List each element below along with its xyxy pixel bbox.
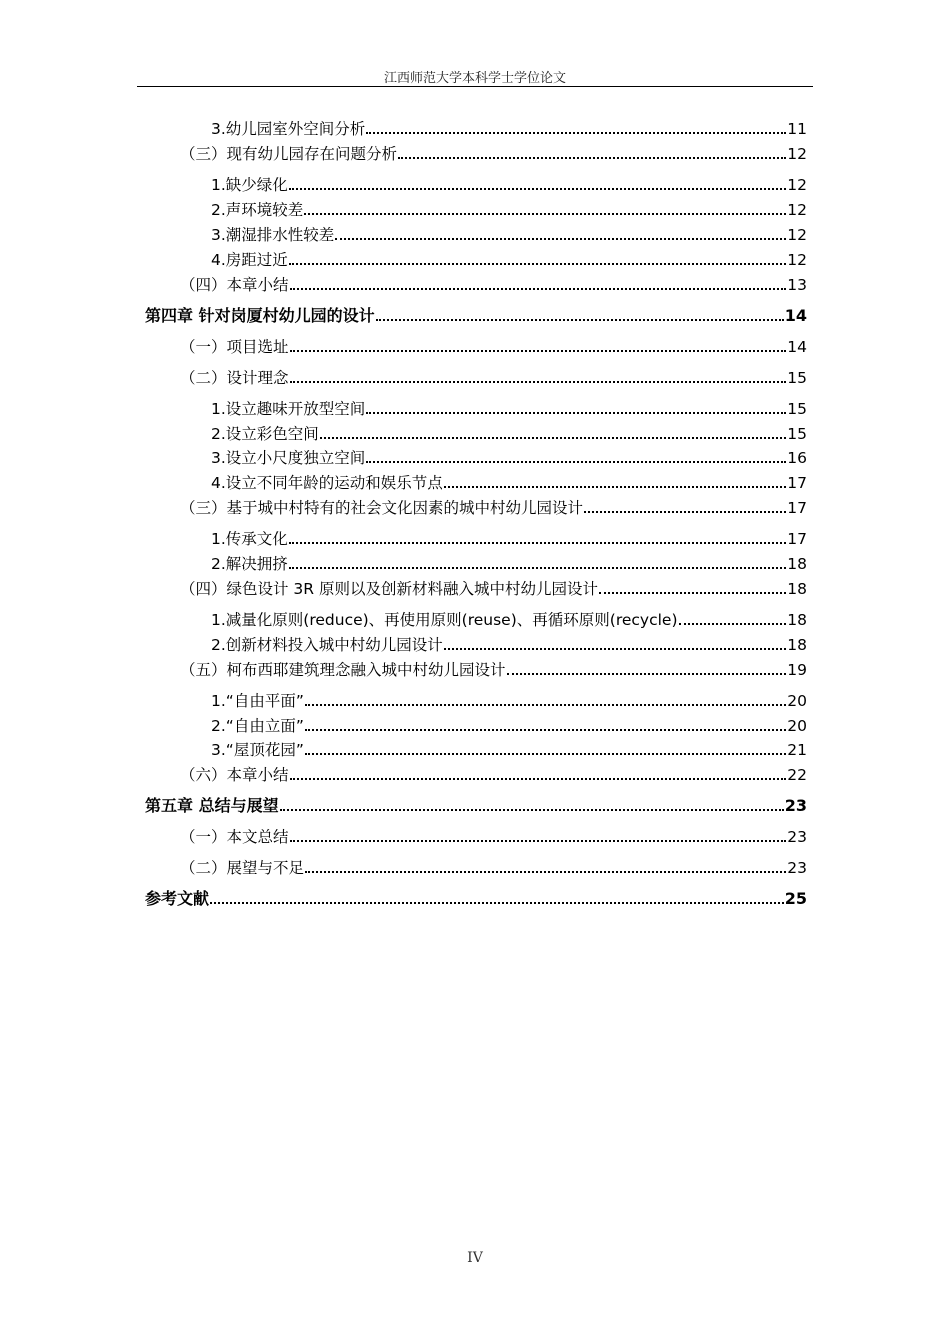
toc-entry-title: 2.声环境较差 bbox=[211, 201, 304, 219]
toc-dot-leader bbox=[305, 857, 786, 873]
toc-dot-leader bbox=[584, 497, 786, 513]
toc-entry-title: 3.幼儿园室外空间分析 bbox=[211, 120, 366, 138]
toc-page-number: 23 bbox=[787, 859, 807, 877]
toc-dot-leader bbox=[290, 826, 787, 842]
toc-page-number: 15 bbox=[787, 425, 807, 443]
toc-entry-title: （三）基于城中村特有的社会文化因素的城中村幼儿园设计 bbox=[180, 499, 584, 517]
toc-entry-title: （六）本章小结 bbox=[180, 766, 289, 784]
toc-dot-leader bbox=[290, 367, 787, 383]
toc-dot-leader bbox=[599, 578, 786, 594]
toc-entry-title: 1.设立趣味开放型空间 bbox=[211, 400, 366, 418]
toc-dot-leader bbox=[290, 336, 787, 352]
toc-chapter-entry[interactable] bbox=[145, 888, 807, 909]
toc-page-number: 14 bbox=[787, 338, 807, 356]
toc-subsection-entry[interactable] bbox=[211, 174, 807, 195]
toc-page-number: 20 bbox=[787, 717, 807, 735]
toc-page-number: 25 bbox=[784, 889, 807, 908]
toc-dot-leader bbox=[444, 634, 786, 650]
toc-dot-leader bbox=[304, 199, 786, 215]
toc-subsection-entry[interactable] bbox=[211, 715, 807, 736]
toc-dot-leader bbox=[376, 305, 784, 321]
toc-page-number: 22 bbox=[787, 766, 807, 784]
toc-dot-leader bbox=[366, 398, 786, 414]
toc-section-entry[interactable] bbox=[180, 367, 807, 388]
toc-page-number: 18 bbox=[787, 611, 807, 629]
toc-page-number: 12 bbox=[787, 251, 807, 269]
toc-page-number: 17 bbox=[787, 474, 807, 492]
toc-dot-leader bbox=[335, 224, 786, 240]
toc-entry-title: 4.设立不同年龄的运动和娱乐节点 bbox=[211, 474, 443, 492]
toc-entry-title: 2.创新材料投入城中村幼儿园设计 bbox=[211, 636, 443, 654]
toc-subsection-entry[interactable] bbox=[211, 528, 807, 549]
toc-dot-leader bbox=[305, 739, 786, 755]
toc-dot-leader bbox=[289, 528, 786, 544]
toc-dot-leader bbox=[366, 447, 786, 463]
toc-page-number: 15 bbox=[787, 400, 807, 418]
toc-page-number: 21 bbox=[787, 741, 807, 759]
toc-entry-title: 2.设立彩色空间 bbox=[211, 425, 319, 443]
toc-page-number: 23 bbox=[787, 828, 807, 846]
toc-entry-title: 2.解决拥挤 bbox=[211, 555, 288, 573]
toc-page-number: 11 bbox=[787, 120, 807, 138]
toc-entry-title: （四）绿色设计 3R 原则以及创新材料融入城中村幼儿园设计 bbox=[180, 580, 598, 598]
toc-entry-title: 2.“自由立面” bbox=[211, 717, 304, 735]
toc-dot-leader bbox=[507, 659, 787, 675]
toc-section-entry[interactable] bbox=[180, 659, 807, 680]
toc-subsection-entry[interactable] bbox=[211, 199, 807, 220]
toc-chapter-entry[interactable] bbox=[145, 795, 807, 816]
toc-section-entry[interactable] bbox=[180, 143, 807, 164]
toc-page-number: 12 bbox=[787, 176, 807, 194]
toc-section-entry[interactable] bbox=[180, 336, 807, 357]
toc-page-number: 12 bbox=[787, 201, 807, 219]
toc-section-entry[interactable] bbox=[180, 764, 807, 785]
toc-page-number: 20 bbox=[787, 692, 807, 710]
toc-dot-leader bbox=[210, 888, 784, 904]
toc-entry-title: （五）柯布西耶建筑理念融入城中村幼儿园设计 bbox=[180, 661, 506, 679]
toc-subsection-entry[interactable] bbox=[211, 118, 807, 139]
toc-section-entry[interactable] bbox=[180, 857, 807, 878]
toc-entry-title: 第四章 针对岗厦村幼儿园的设计 bbox=[145, 306, 375, 325]
toc-subsection-entry[interactable] bbox=[211, 472, 807, 493]
toc-dot-leader bbox=[289, 553, 786, 569]
toc-chapter-entry[interactable] bbox=[145, 305, 807, 326]
toc-dot-leader bbox=[289, 174, 786, 190]
toc-subsection-entry[interactable] bbox=[211, 224, 807, 245]
toc-dot-leader bbox=[290, 274, 787, 290]
toc-page-number: 17 bbox=[787, 530, 807, 548]
toc-page-number: 18 bbox=[787, 555, 807, 573]
toc-subsection-entry[interactable] bbox=[211, 690, 807, 711]
toc-entry-title: （二）设计理念 bbox=[180, 369, 289, 387]
toc-subsection-entry[interactable] bbox=[211, 634, 807, 655]
toc-entry-title: 第五章 总结与展望 bbox=[145, 796, 279, 815]
toc-subsection-entry[interactable] bbox=[211, 609, 807, 630]
toc-entry-title: 1.“自由平面” bbox=[211, 692, 304, 710]
toc-entry-title: （三）现有幼儿园存在问题分析 bbox=[180, 145, 398, 163]
toc-page-number: 23 bbox=[784, 796, 807, 815]
toc-dot-leader bbox=[289, 249, 786, 265]
toc-subsection-entry[interactable] bbox=[211, 398, 807, 419]
toc-entry-title: （一）项目选址 bbox=[180, 338, 289, 356]
toc-page-number: 15 bbox=[787, 369, 807, 387]
toc-dot-leader bbox=[679, 609, 787, 625]
toc-section-entry[interactable] bbox=[180, 826, 807, 847]
toc-subsection-entry[interactable] bbox=[211, 553, 807, 574]
toc-dot-leader bbox=[305, 690, 786, 706]
toc-entry-title: 1.传承文化 bbox=[211, 530, 288, 548]
toc-section-entry[interactable] bbox=[180, 497, 807, 518]
toc-entry-title: 3.潮湿排水性较差 bbox=[211, 226, 335, 244]
toc-entry-title: 1.缺少绿化 bbox=[211, 176, 288, 194]
toc-dot-leader bbox=[305, 715, 786, 731]
toc-page-number: 19 bbox=[787, 661, 807, 679]
page-number: IV bbox=[467, 1250, 483, 1266]
toc-entry-title: 参考文献 bbox=[145, 889, 210, 908]
toc-page-number: 13 bbox=[787, 276, 807, 294]
toc-entry-title: 3.“屋顶花园” bbox=[211, 741, 304, 759]
toc-page-number: 12 bbox=[787, 226, 807, 244]
toc-dot-leader bbox=[320, 423, 786, 439]
toc-entry-title: （四）本章小结 bbox=[180, 276, 289, 294]
toc-entry-title: （二）展望与不足 bbox=[180, 859, 305, 877]
toc-entry-title: （一）本文总结 bbox=[180, 828, 289, 846]
toc-page-number: 18 bbox=[787, 580, 807, 598]
toc-dot-leader bbox=[280, 795, 784, 811]
toc-page-number: 17 bbox=[787, 499, 807, 517]
toc-page-number: 16 bbox=[787, 449, 807, 467]
toc-dot-leader bbox=[366, 118, 786, 134]
toc-entry-title: 3.设立小尺度独立空间 bbox=[211, 449, 366, 467]
toc-subsection-entry[interactable] bbox=[211, 423, 807, 444]
toc-page-number: 12 bbox=[787, 145, 807, 163]
toc-subsection-entry[interactable] bbox=[211, 739, 807, 760]
toc-subsection-entry[interactable] bbox=[211, 249, 807, 270]
toc-entry-title: 1.减量化原则(reduce)、再使用原则(reuse)、再循环原则(recycle) bbox=[211, 611, 678, 629]
toc-section-entry[interactable] bbox=[180, 274, 807, 295]
toc-page-number: 14 bbox=[784, 306, 807, 325]
page-header: 江西师范大学本科学士学位论文 bbox=[383, 71, 566, 86]
toc-subsection-entry[interactable] bbox=[211, 447, 807, 468]
toc-entry-title: 4.房距过近 bbox=[211, 251, 288, 269]
toc-dot-leader bbox=[444, 472, 786, 488]
toc-page-number: 18 bbox=[787, 636, 807, 654]
toc-section-entry[interactable] bbox=[180, 578, 807, 599]
toc-dot-leader bbox=[290, 764, 787, 780]
toc-dot-leader bbox=[398, 143, 786, 159]
